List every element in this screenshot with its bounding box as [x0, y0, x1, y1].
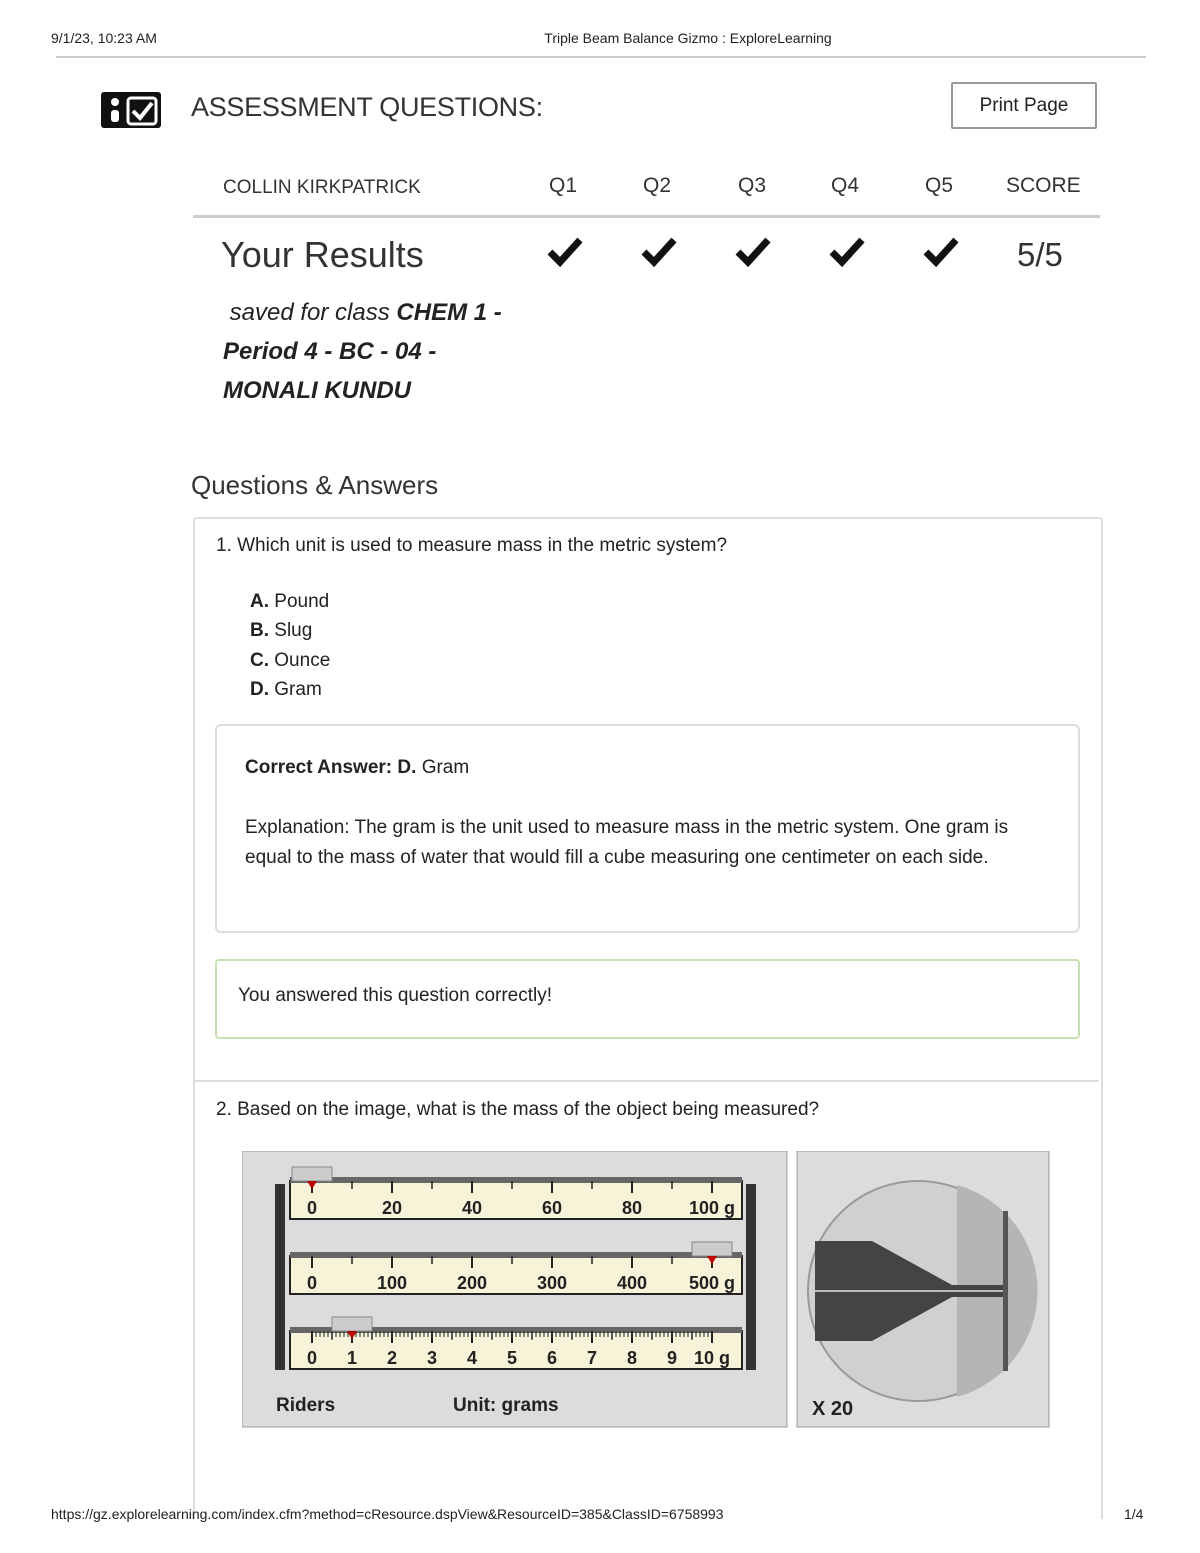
beam2-label: 500 g [688, 1273, 736, 1293]
score-value: 5/5 [1017, 236, 1063, 273]
beam3-label: 10 g [693, 1348, 731, 1368]
header-divider [56, 56, 1146, 58]
choice-c: C. Ounce [250, 649, 331, 671]
student-name: COLLIN KIRKPATRICK [223, 177, 421, 198]
explanation-text: Explanation: The gram is the unit used to measure mass in the metric system. One gram is equal to the mass of water that would fill a cube measuring one centimeter on each side. [245, 817, 1009, 868]
riders-label: Riders [276, 1395, 336, 1416]
beam2-rider[interactable] [692, 1242, 732, 1256]
beam1-label: 40 [461, 1198, 483, 1218]
your-results-label: Your Results [221, 234, 424, 275]
saved-for-class [223, 293, 503, 410]
beam3-label: 1 [346, 1348, 358, 1368]
beam3-rider[interactable] [332, 1317, 372, 1331]
question-1-text: 1. Which unit is used to measure mass in the metric system? [216, 535, 728, 556]
beam1-label: 20 [381, 1198, 403, 1218]
question-divider [195, 1080, 1099, 1082]
q5-check-icon [923, 234, 959, 270]
correct-answer-label: Correct Answer: [245, 757, 393, 778]
beam3-label: 0 [306, 1348, 318, 1368]
footer-page-number: 1/4 [1124, 1506, 1144, 1522]
correct-answer-text: Gram [421, 757, 470, 778]
unit-label: Unit: grams [453, 1395, 559, 1416]
print-page-button[interactable]: Print Page [951, 82, 1097, 129]
column-q4: Q4 [831, 174, 860, 197]
page-title: ASSESSMENT QUESTIONS: [191, 92, 543, 122]
question-1-choices [250, 587, 330, 704]
beam3-label: 8 [626, 1348, 638, 1368]
zoom-label: X 20 [812, 1398, 854, 1420]
qa-section-title: Questions & Answers [191, 470, 439, 500]
column-q2: Q2 [643, 174, 672, 197]
beam3-label: 9 [666, 1348, 678, 1368]
assessment-icon [101, 92, 161, 128]
beam3-label: 6 [546, 1348, 558, 1368]
beam3-label: 7 [586, 1348, 598, 1368]
beam1-label: 80 [621, 1198, 643, 1218]
column-q3: Q3 [738, 174, 767, 197]
choice-d: D. Gram [250, 678, 322, 700]
beam3-label: 4 [466, 1348, 478, 1368]
beam1-label: 0 [306, 1198, 318, 1218]
q1-check-icon [547, 234, 583, 270]
beam3-label: 2 [386, 1348, 398, 1368]
beam1-label: 60 [541, 1198, 563, 1218]
q4-check-icon [829, 234, 865, 270]
q2-check-icon [641, 234, 677, 270]
column-score: SCORE [1006, 174, 1081, 197]
result-message: You answered this question correctly! [238, 985, 553, 1006]
column-q5: Q5 [925, 174, 954, 197]
question-2-text: 2. Based on the image, what is the mass of the object being measured? [216, 1099, 820, 1120]
saved-prefix: saved for class [229, 299, 390, 326]
beam1-label: 100 g [688, 1198, 736, 1218]
choice-b: B. Slug [250, 620, 313, 642]
class-name: CHEM 1 - Period 4 - BC - 04 - MONALI KUNDU [223, 299, 502, 404]
beam1-rider[interactable] [292, 1167, 332, 1181]
column-q1: Q1 [549, 174, 578, 197]
beam2-label: 0 [306, 1273, 318, 1293]
triple-beam-balance-image [242, 1151, 1052, 1429]
beam2-label: 100 [376, 1273, 408, 1293]
choice-a: A. Pound [250, 591, 330, 612]
footer-url: https://gz.explorelearning.com/index.cfm?method=cResource.dspView&ResourceID=385&ClassID=6758993 [51, 1506, 724, 1522]
q3-check-icon [735, 234, 771, 270]
correct-answer-letter: D. [397, 757, 417, 778]
beam3-label: 5 [506, 1348, 518, 1368]
beam2-label: 400 [616, 1273, 648, 1293]
beam3-label: 3 [426, 1348, 438, 1368]
beam2-label: 300 [536, 1273, 568, 1293]
correct-answer [245, 757, 469, 779]
print-datetime: 9/1/23, 10:23 AM [51, 30, 157, 46]
beam1-scale [290, 1181, 742, 1219]
print-page-title: Triple Beam Balance Gizmo : ExploreLearning [544, 30, 832, 46]
table-divider [193, 215, 1100, 218]
beam2-scale [290, 1256, 742, 1294]
beam2-label: 200 [456, 1273, 488, 1293]
